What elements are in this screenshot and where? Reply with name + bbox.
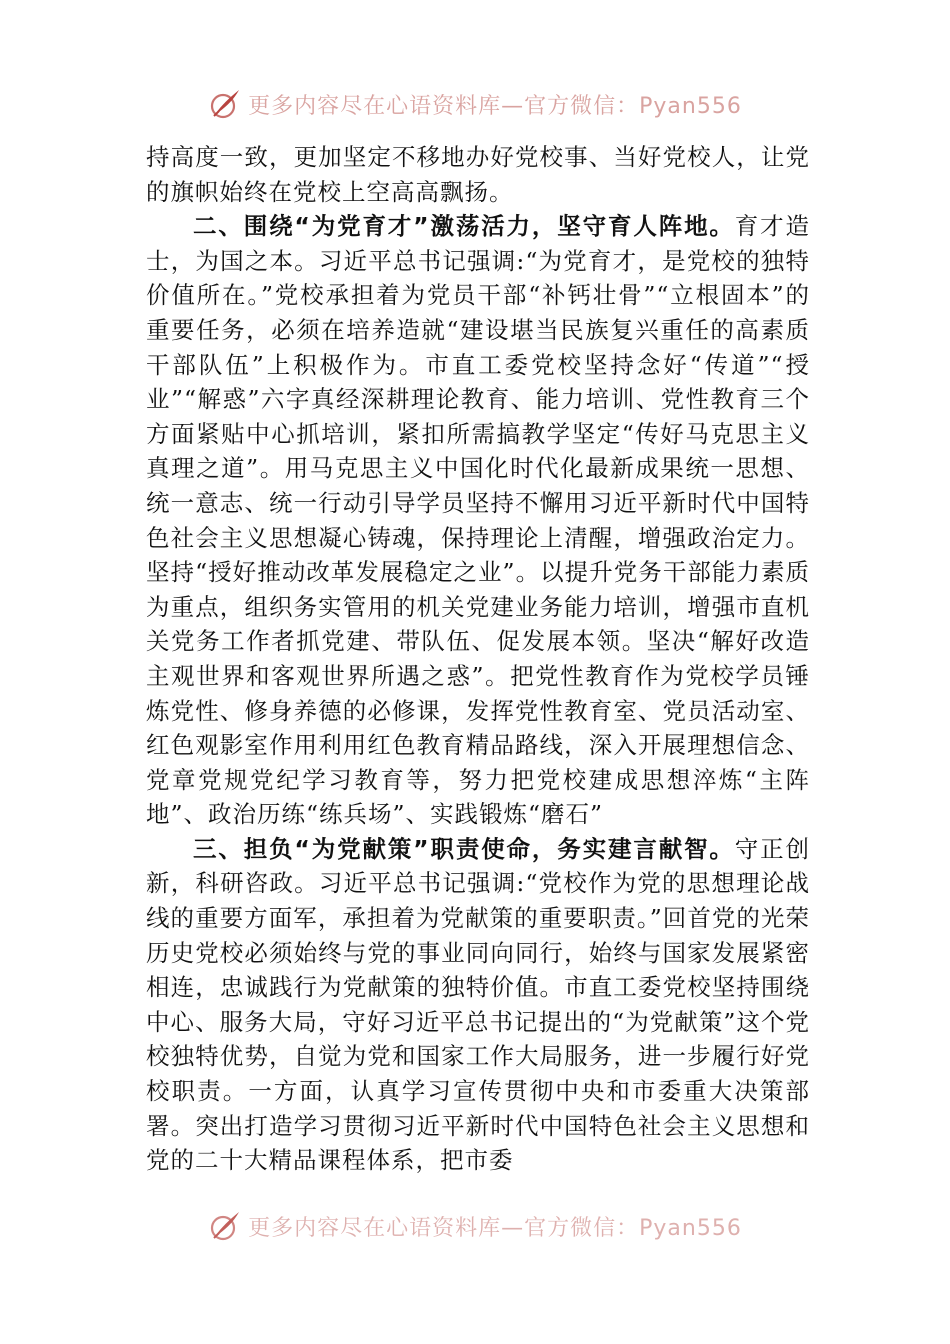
watermark-text: 更多内容尽在心语资料库—官方微信：Pyan556 [248, 93, 742, 119]
quill-logo-icon [208, 1209, 242, 1243]
section-heading-2: 二、围绕“为党育才”激荡活力，坚守育人阵地。 [193, 212, 735, 241]
footer-watermark [0, 1206, 950, 1246]
paragraph-2 [146, 209, 810, 832]
paragraph-1 [146, 140, 810, 209]
quill-logo-icon [208, 87, 242, 121]
document-body [146, 140, 810, 1178]
paragraph-3-body: 守正创新，科研咨政。习近平总书记强调:“党校作为党的思想理论战线的重要方面军，承担着为党献策的重要职责。”回首党的光荣历史党校必须始终与党的事业同向同行，始终与国家发展紧密相连，忠诚践行为党献策的独特价值。市直工委党校坚持围绕中心、服务大局，守好习近平总书记提出的“为党献策”这个党校独特优势，自觉为党和国家工作大局服务，进一步履行好党校职责。一方面，认真学习宣传贯彻中央和市委重大决策部署。突出打造学习贯彻习近平新时代中国特色社会主义思想和党的二十大精品课程体系，把市委 [146, 834, 810, 1175]
section-heading-3: 三、担负“为党献策”职责使命，务实建言献智。 [193, 834, 735, 863]
watermark-text: 更多内容尽在心语资料库—官方微信：Pyan556 [248, 1215, 742, 1241]
paragraph-3 [146, 832, 810, 1178]
paragraph-1-body: 持高度一致，更加坚定不移地办好党校事、当好党校人，让党的旗帜始终在党校上空高高飘扬。 [146, 143, 810, 206]
header-watermark [0, 84, 950, 124]
paragraph-2-body: 育才造士，为国之本。习近平总书记强调:“为党育才，是党校的独特价值所在。”党校承担着为党员干部“补钙壮骨”“立根固本”的重要任务，必须在培养造就“建设堪当民族复兴重任的高素质干部队伍”上积极作为。市直工委党校坚持念好“传道”“授业”“解惑”六字真经深耕理论教育、能力培训、党性教育三个方面紧贴中心抓培训，紧扣所需搞教学坚定“传好马克思主义真理之道”。用马克思主义中国化时代化最新成果统一思想、统一意志、统一行动引导学员坚持不懈用习近平新时代中国特色社会主义思想凝心铸魂，保持理论上清醒，增强政治定力。坚持“授好推动改革发展稳定之业”。以提升党务干部能力素质为重点，组织务实管用的机关党建业务能力培训，增强市直机关党务工作者抓党建、带队伍、促发展本领。坚决“解好改造主观世界和客观世界所遇之惑”。把党性教育作为党校学员锤炼党性、修身养德的必修课，发挥党性教育室、党员活动室、红色观影室作用利用红色教育精品路线，深入开展理想信念、党章党规党纪学习教育等，努力把党校建成思想淬炼“主阵地”、政治历练“练兵场”、实践锻炼“磨石” [146, 212, 810, 829]
